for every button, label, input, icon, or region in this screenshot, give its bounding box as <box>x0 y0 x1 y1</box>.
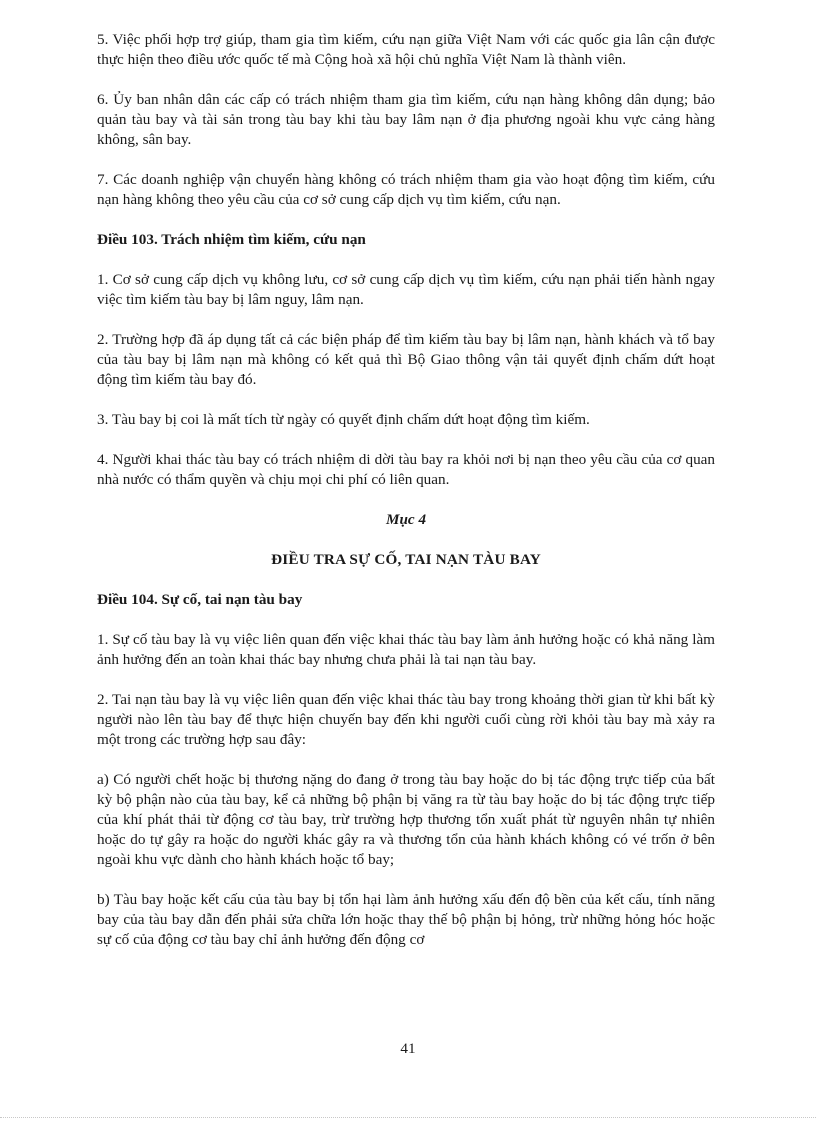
document-body <box>97 30 715 970</box>
paragraph-6-peoples-committee: 6. Ủy ban nhân dân các cấp có trách nhiệm tham gia tìm kiếm, cứu nạn hàng không dân dụng; bảo quản tàu bay và tài sản trong tàu bay khi tàu bay lâm nạn ở địa phương ngoài khu vực cảng hàng không, sân bay. <box>97 91 715 148</box>
article-103-clause-4: 4. Người khai thác tàu bay có trách nhiệm di dời tàu bay ra khỏi nơi bị nạn theo yêu cầu của cơ quan nhà nước có thẩm quyền và chịu mọi chi phí có liên quan. <box>97 451 715 488</box>
article-103-clause-1: 1. Cơ sở cung cấp dịch vụ không lưu, cơ sở cung cấp dịch vụ tìm kiếm, cứu nạn phải tiến hành ngay việc tìm kiếm tàu bay bị lâm nguy, lâm nạn. <box>97 271 715 308</box>
article-103-clause-3: 3. Tàu bay bị coi là mất tích từ ngày có quyết định chấm dứt hoạt động tìm kiếm. <box>97 411 590 428</box>
paragraph-7-airlines: 7. Các doanh nghiệp vận chuyển hàng không có trách nhiệm tham gia vào hoạt động tìm kiếm, cứu nạn hàng không theo yêu cầu của cơ sở cung cấp dịch vụ tìm kiếm, cứu nạn. <box>97 171 715 208</box>
paragraph-5-coordination: 5. Việc phối hợp trợ giúp, tham gia tìm kiếm, cứu nạn giữa Việt Nam với các quốc gia lân cận được thực hiện theo điều ước quốc tế mà Cộng hoà xã hội chủ nghĩa Việt Nam là thành viên. <box>97 31 715 68</box>
article-104-clause-2a: a) Có người chết hoặc bị thương nặng do đang ở trong tàu bay hoặc do bị tác động trực tiếp của bất kỳ bộ phận nào của tàu bay, kể cả những bộ phận bị văng ra từ tàu bay hoặc do bị tác động trực tiếp của khí phát thải từ động cơ tàu bay, trừ trường hợp thương tổn xuất phát từ nguyên nhân tự nhiên hoặc do tự gây ra hoặc do người khác gây ra và thương tổn của hành khách không có vé trốn ở bên ngoài khu vực dành cho hành khách hoặc tổ bay; <box>97 771 715 868</box>
article-104-clause-1: 1. Sự cố tàu bay là vụ việc liên quan đến việc khai thác tàu bay làm ảnh hưởng hoặc có khả năng làm ảnh hưởng đến an toàn khai thác bay nhưng chưa phải là tai nạn tàu bay. <box>97 631 715 668</box>
section-title: ĐIỀU TRA SỰ CỐ, TAI NẠN TÀU BAY <box>271 551 541 568</box>
page-bottom-divider <box>0 1117 816 1118</box>
article-104-clause-2b: b) Tàu bay hoặc kết cấu của tàu bay bị tổn hại làm ảnh hưởng xấu đến độ bền của kết cấu, tính năng bay của tàu bay dẫn đến phải sửa chữa lớn hoặc thay thế bộ phận bị hỏng, trừ những hỏng hóc hoặc sự cố của động cơ tàu bay chỉ ảnh hưởng đến động cơ <box>97 891 715 948</box>
page-number: 41 <box>400 1040 416 1057</box>
article-104-heading: Điều 104. Sự cố, tai nạn tàu bay <box>97 591 303 608</box>
section-label: Mục 4 <box>385 511 427 528</box>
article-103-heading: Điều 103. Trách nhiệm tìm kiếm, cứu nạn <box>97 231 366 248</box>
article-104-clause-2: 2. Tai nạn tàu bay là vụ việc liên quan đến việc khai thác tàu bay trong khoảng thời gian từ khi bất kỳ người nào lên tàu bay để thực hiện chuyến bay đến khi người cuối cùng rời khỏi tàu bay mà xảy ra một trong các trường hợp sau đây: <box>97 691 715 748</box>
article-103-clause-2: 2. Trường hợp đã áp dụng tất cả các biện pháp để tìm kiếm tàu bay bị lâm nạn, hành khách và tổ bay của tàu bay bị lâm nạn mà không có kết quả thì Bộ Giao thông vận tải quyết định chấm dứt hoạt động tìm kiếm tàu bay đó. <box>97 331 715 388</box>
